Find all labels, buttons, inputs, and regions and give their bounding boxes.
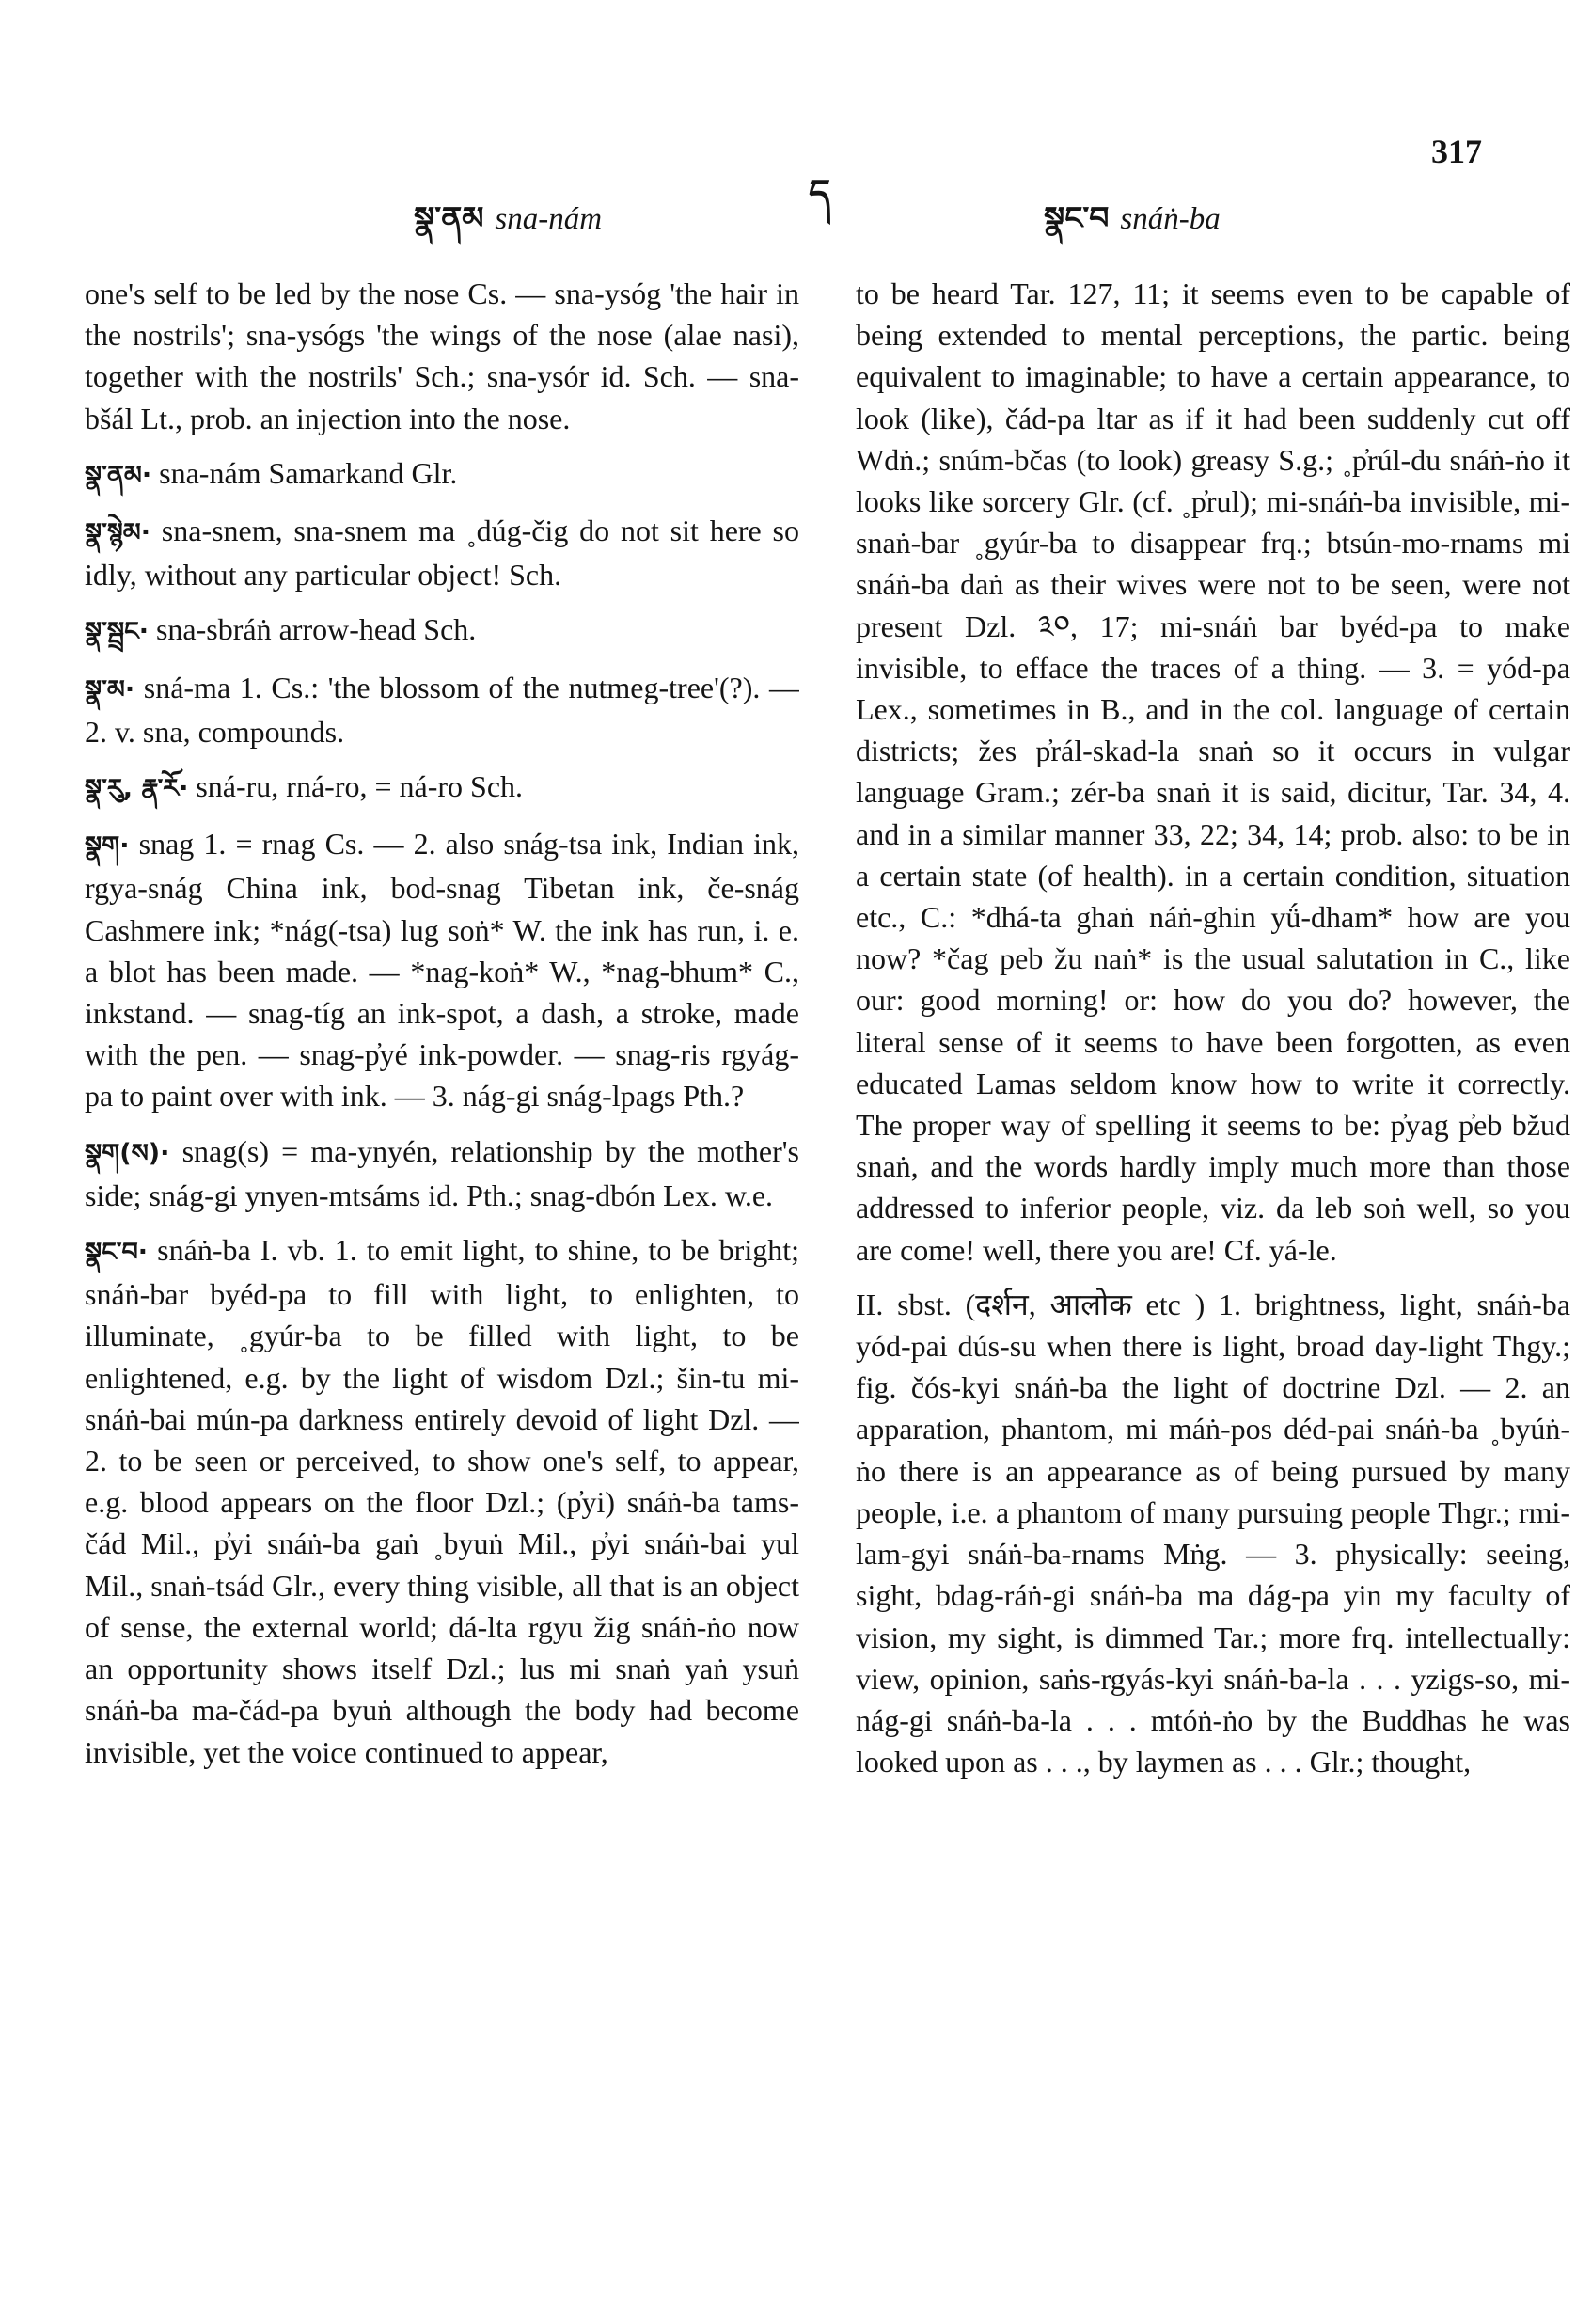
page-number: 317 (1431, 133, 1482, 170)
top-glyph: ད (809, 171, 831, 215)
entry-headword: སྣ་སྦྲང· (85, 617, 149, 647)
left-column (85, 273, 799, 2201)
dictionary-entry (85, 766, 799, 810)
entry-headword: སྣ་ནམ· (85, 460, 152, 490)
running-head-left (414, 183, 602, 271)
dictionary-entry (85, 823, 799, 1116)
entry-text: sná-ma 1. Cs.: 'the blossom of the nutmeg-tree'(?). — 2. v. sna, compounds. (85, 670, 799, 749)
dictionary-entry-substantive (856, 1284, 1570, 1782)
dictionary-entry (85, 667, 799, 752)
dictionary-entry-continued (856, 273, 1570, 1271)
running-head-right-tibetan: སྣང་བ (1044, 199, 1110, 236)
running-head-right (1044, 183, 1221, 271)
entry-headword: སྣ་སྙེམ· (85, 518, 150, 548)
entry-text: II. sbst. (दर्शन, आलोक etc ) 1. brightness, light, snáṅ-ba yód-pai dús-su when there is light, broad day-light Thgy.; fig. čós-kyi snáṅ-ba the light of doctrine Dzl. — 2. an apparation, phantom, mi máṅ-pos déd-pai snáṅ-ba ˳byúṅ-ṅo there is an appearance as of being pursued by many people, i.e. a phantom of many pursuing people Thgr.; rmi-lam-gyi snáṅ-ba-rnams Mṅg. — 3. physically: seeing, sight, bdag-ráṅ-gi snáṅ-ba ma dág-pa yin my faculty of vision, my sight, is dimmed Tar.; more frq. intellectually: view, opinion, saṅs-rgyás-kyi snáṅ-ba-la . . . yzigs-so, mi-nág-gi snáṅ-ba-la . . . mtóṅ-ṅo by the Buddhas he was looked upon as . . ., by laymen as . . . Glr.; thought, (856, 1287, 1570, 1779)
entry-headword: སྣང་བ· (85, 1238, 149, 1268)
running-head-right-translit: snáṅ-ba (1120, 202, 1221, 236)
dictionary-entry (85, 452, 799, 497)
entry-headword: སྣ་རུ, རྣ་རོ· (85, 774, 189, 804)
entry-headword: སྣ་མ· (85, 674, 135, 704)
running-head-left-tibetan: སྣ་ནམ (414, 199, 484, 236)
entry-headword: སྣག· (85, 831, 130, 862)
entry-text: snag(s) = ma-ynyén, relationship by the mother's side; snág-gi ynyen-mtsáms id. Pth.; snag-dbón Lex. w.e. (85, 1133, 799, 1212)
right-column (856, 273, 1570, 2201)
dictionary-entry (85, 1229, 799, 1773)
entry-text: one's self to be led by the nose Cs. — sna-ysóg 'the hair in the nostrils'; sna-ysógs 'the wings of the nose (alae nasi), together with the nostrils' Sch.; sna-ysór id. Sch. — sna-bšál Lt., prob. an injection into the nose. (85, 277, 799, 435)
entry-text: to be heard Tar. 127, 11; it seems even to be capable of being extended to mental perceptions, the partic. being equivalent to imaginable; to have a certain appearance, to look (like), čád-pa ltar as if it had been suddenly cut off Wdṅ.; snúm-bčas (to look) greasy S.g.; ˳p̓rúl-du snáṅ-ṅo it looks like sorcery Glr. (cf. ˳p̓rul); mi-snáṅ-ba invisible, mi-snaṅ-bar ˳gyúr-ba to disappear frq.; btsún-mo-rnams mi snáṅ-ba daṅ as their wives were not to be seen, were not present Dzl. ༣༠, 17; mi-snáṅ bar byéd-pa to make invisible, to efface the traces of a thing. — 3. = yód-pa Lex., sometimes in B., and in the col. language of certain districts; žes p̓rál-skad-la snaṅ so it occurs in vulgar language Gram.; zér-ba snaṅ it is said, dicitur, Tar. 34, 4. and in a similar manner 33, 22; 34, 14; prob. also: to be in a certain state (of health). in a certain condition, situation etc., C.: *dhá-ta ghaṅ náṅ-ghin yǘ-dham* how are you now? *čag peb žu naṅ* is the usual salutation in C., like our: good morning! or: how do you do? however, the literal sense of it seems to have been forgotten, as even educated Lamas seldom know how to write it correctly. The proper way of spelling it seems to be: p̓yag p̓eb bžud snaṅ, and the words hardly imply much more than those addressed to inferior people, viz. da leb soṅ well, so you are come! well, there you are! Cf. yá-le. (856, 277, 1570, 1267)
entry-text: snáṅ-ba I. vb. 1. to emit light, to shine, to be bright; snáṅ-bar byéd-pa to fill with light, to enlighten, to illuminate, ˳gyúr-ba to be filled with light, to be enlightened, e.g. by the light of wisdom Dzl.; šin-tu mi-snáṅ-bai mún-pa darkness entirely devoid of light Dzl. — 2. to be seen or perceived, to show one's self, to appear, e.g. blood appears on the floor Dzl.; (p̓yi) snáṅ-ba tams-čád Mil., p̓yi snáṅ-ba gaṅ ˳byuṅ Mil., p̓yi snáṅ-bai yul Mil., snaṅ-tsád Glr., every thing visible, all that is an object of sense, the external world; dá-lta rgyu žig snáṅ-ṅo now an opportunity shows itself Dzl.; lus mi snaṅ yaṅ ysuṅ snáṅ-ba ma-čád-pa byuṅ although the body had become invisible, yet the voice continued to appear, (85, 1233, 799, 1769)
dictionary-entry (85, 609, 799, 653)
running-head-left-translit: sna-nám (495, 202, 603, 236)
entry-text: sna-nám Samarkand Glr. (159, 455, 458, 490)
entry-text: sna-sbráṅ arrow-head Sch. (155, 612, 477, 647)
dictionary-entry (85, 273, 799, 439)
entry-text: sná-ru, rná-ro, = ná-ro Sch. (196, 769, 524, 804)
dictionary-entry (85, 1130, 799, 1216)
entry-headword: སྣག(ས)· (85, 1138, 170, 1168)
entry-text: snag 1. = rnag Cs. — 2. also snág-tsa ink, Indian ink, rgya-snág China ink, bod-snag Tibetan ink, če-snág Cashmere ink; *nág(-tsa) lug soṅ* W. the ink has run, i. e. a blot has been made. — *nag-koṅ* W., *nag-bhum* C., inkstand. — snag-tíg an ink-spot, a dash, a stroke, made with the pen. — snag-p̓yé ink-powder. — snag-ris rgyág-pa to paint over with ink. — 3. nág-gi snág-lpags Pth.? (85, 827, 799, 1114)
dictionary-entry (85, 510, 799, 595)
entry-text: sna-snem, sna-snem ma ˳dúg-čig do not sit here so idly, without any particular object! Sch. (85, 514, 799, 593)
